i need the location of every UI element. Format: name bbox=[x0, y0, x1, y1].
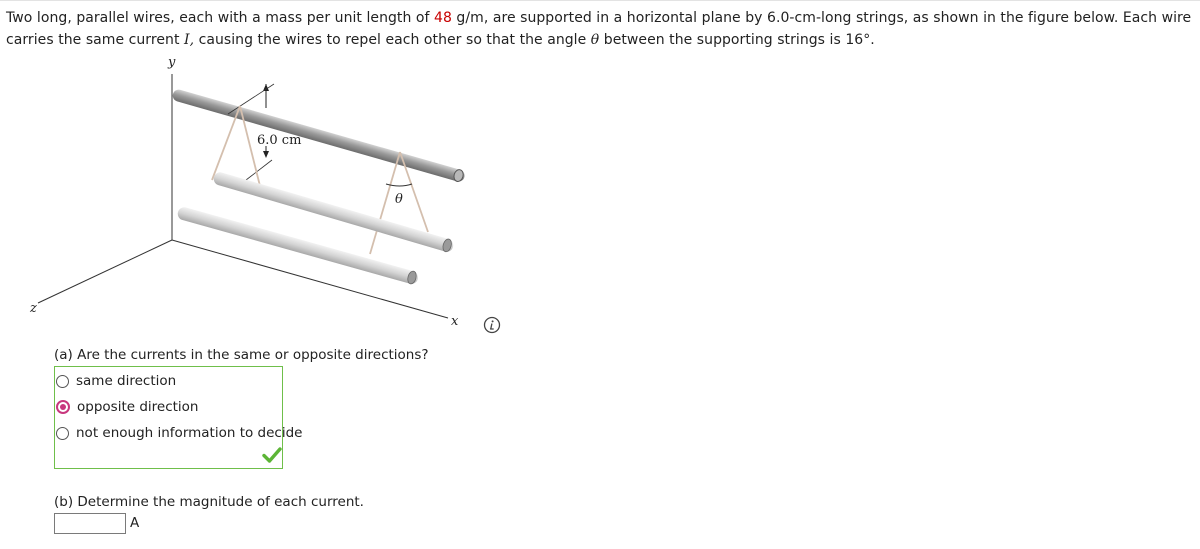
problem-text-2: g/m, are supported in a horizontal plane by 6.0-cm-long strings, as shown in the figure below. Each wire carries the same current bbox=[6, 10, 1192, 48]
dimension-extension bbox=[228, 84, 274, 114]
angle-symbol: θ bbox=[590, 32, 600, 48]
option-label: same direction bbox=[76, 373, 177, 389]
dimension-extension-2 bbox=[246, 160, 272, 180]
problem-text-1: Two long, parallel wires, each with a mass per unit length of bbox=[6, 10, 434, 26]
radio-not-enough-info[interactable] bbox=[56, 427, 69, 440]
wire-front bbox=[176, 206, 419, 286]
unit-label: A bbox=[130, 515, 140, 531]
z-axis bbox=[38, 240, 172, 303]
angle-label: θ bbox=[395, 192, 403, 207]
radio-opposite-direction[interactable] bbox=[56, 400, 70, 414]
z-axis-label: z bbox=[30, 301, 37, 316]
length-label: 6.0 cm bbox=[257, 133, 302, 148]
option-label: opposite direction bbox=[77, 399, 199, 415]
x-axis-label: x bbox=[451, 314, 459, 329]
option-label: not enough information to decide bbox=[76, 425, 303, 441]
question-b: (b) Determine the magnitude of each current. bbox=[54, 494, 364, 510]
checkmark-icon bbox=[262, 446, 282, 464]
wire-back bbox=[212, 171, 455, 254]
y-axis-label: y bbox=[168, 55, 176, 70]
dimension-arrow-down bbox=[263, 151, 269, 158]
question-a: (a) Are the currents in the same or opposite directions? bbox=[54, 347, 429, 363]
option-not-enough-info[interactable] bbox=[56, 423, 302, 443]
current-answer-input[interactable] bbox=[54, 513, 126, 534]
info-icon[interactable] bbox=[483, 316, 501, 334]
mass-value: 48 bbox=[434, 10, 452, 26]
current-symbol: I, bbox=[184, 32, 195, 48]
option-opposite-direction[interactable] bbox=[56, 397, 199, 417]
problem-text-4: between the supporting strings is 16°. bbox=[599, 32, 875, 48]
problem-text-3: causing the wires to repel each other so that the angle bbox=[194, 32, 591, 48]
radio-same-direction[interactable] bbox=[56, 375, 69, 388]
option-same-direction[interactable] bbox=[56, 371, 176, 391]
